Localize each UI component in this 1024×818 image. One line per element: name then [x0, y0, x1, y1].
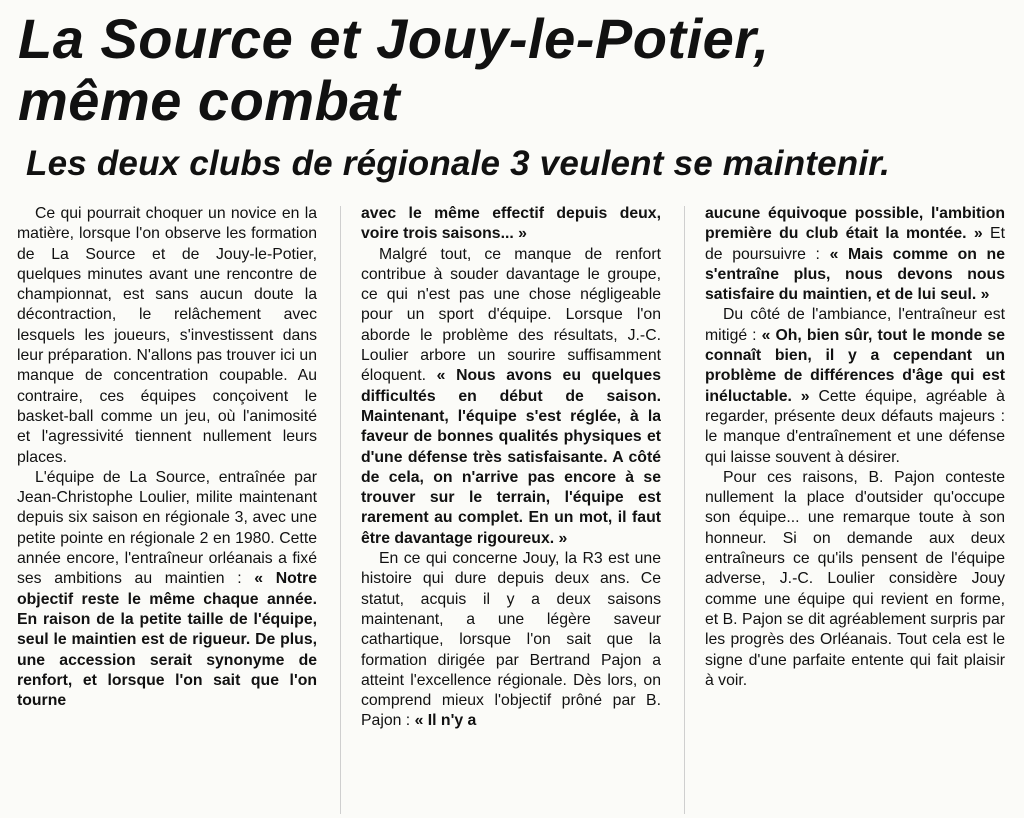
subheadline: Les deux clubs de régionale 3 veulent se maintenir. — [26, 144, 891, 183]
article-paragraph — [361, 245, 661, 549]
body-text: Et de poursuivre : — [705, 225, 1005, 263]
article-paragraph — [17, 204, 317, 468]
article-paragraph — [705, 204, 1005, 305]
article-column-2 — [361, 204, 661, 816]
article-paragraph — [17, 468, 317, 712]
article-paragraph — [361, 549, 661, 732]
headline-line-2: même combat — [18, 69, 401, 132]
quote-text: « Oh, bien sûr, tout le monde se connaît bien, il y a cependant un problème de différences d'âge qui est inéluctable. » — [705, 326, 1005, 405]
body-text: Cette équipe, agréable à regarder, présente deux défauts majeurs : le manque d'entraînement et une défense qui laisse souvent à désirer. — [705, 387, 1005, 466]
article-column-1 — [17, 204, 317, 816]
article-column-3 — [705, 204, 1005, 816]
article-paragraph — [705, 468, 1005, 691]
body-text: Ce qui pourrait choquer un novice en la matière, lorsque l'on observe les formation de La Source et de Jouy-le-Potier, quelques minutes avant une rencontre de championnat, est sans aucun doute la décontraction, le relâchement avec lesquels les joueurs, s'investissent dans leur préparation. N'allons pas trouver ici un manque de concentration coupable. Au contraire, ces équipes conçoivent le basket-ball comme un jeu, où l'animosité et l'agressivité tiennent nullement leurs places. — [17, 205, 317, 466]
headline — [18, 8, 1008, 132]
body-text: L'équipe de La Source, entraînée par Jean-Christophe Loulier, milite maintenant depuis six saison en régionale 3, avec une petite pointe en régionale 2 en 1980. Cette année encore, l'entraîneur orléanais a fixé ses ambitions au maintien : — [17, 468, 317, 588]
body-text: Pour ces raisons, B. Pajon conteste nullement la place d'outsider qu'occupe son équipe... une remarque toute à son honneur. Si on demande aux deux entraîneurs ce qu'ils pensent de l'équipe adverse, J.-C. Loulier considère Jouy comme une équipe qui revient en forme, et B. Pajon se dit agréablement surpris par les progrès des Orléanais. Tout cela est le signe d'une parfaite entente qui fait plaisir à voir. — [705, 468, 1005, 689]
quote-text: « Mais comme on ne s'entraîne plus, nous devons nous satisfaire du maintien, et de lui seul. » — [705, 245, 1005, 304]
headline-line-1: La Source et Jouy-le-Potier, — [18, 7, 770, 70]
quote-text: avec le même effectif depuis deux, voire trois saisons... » — [361, 205, 661, 243]
quote-text: « Nous avons eu quelques difficultés en début de saison. Maintenant, l'équipe s'est réglée, à la faveur de bonnes qualités physiques et d'une défense très satisfaisante. A côté de cela, on n'arrive pas encore à se trouver sur le terrain, l'équipe est rarement au complet. En un mot, il faut être davantage rigoureux. » — [361, 367, 661, 547]
quote-text: « Il n'y a — [414, 712, 477, 730]
quote-text: « Notre objectif reste le même chaque année. En raison de la petite taille de l'équipe, seul le maintien est de rigueur. De plus, une accession serait synonyme de renfort, et lorsque l'on sait que l'on tourne — [17, 570, 317, 710]
quote-text: aucune équivoque possible, l'ambition première du club était la montée. » — [705, 205, 1005, 243]
body-text: Du côté de l'ambiance, l'entraîneur est mitigé : — [705, 306, 1005, 344]
column-divider — [684, 206, 685, 814]
body-text: Malgré tout, ce manque de renfort contribue à souder davantage le groupe, ce qui n'est pas une chose négligeable pour un sport d'équipe. Lorsque l'on aborde le problème des résultats, J.-C. Loulier arbore un sourire suffisamment éloquent. — [361, 245, 661, 385]
article-paragraph — [705, 305, 1005, 467]
column-divider — [340, 206, 341, 814]
body-text: En ce qui concerne Jouy, la R3 est une histoire qui dure depuis deux ans. Ce statut, acquis il y a deux saisons maintenant, a une légère saveur cathartique, lorsque l'on sait que la formation dirigée par Bertrand Pajon a atteint l'excellence régionale. Dès lors, on comprend mieux l'objectif prôné par B. Pajon : — [361, 550, 661, 730]
article-paragraph — [361, 204, 661, 245]
